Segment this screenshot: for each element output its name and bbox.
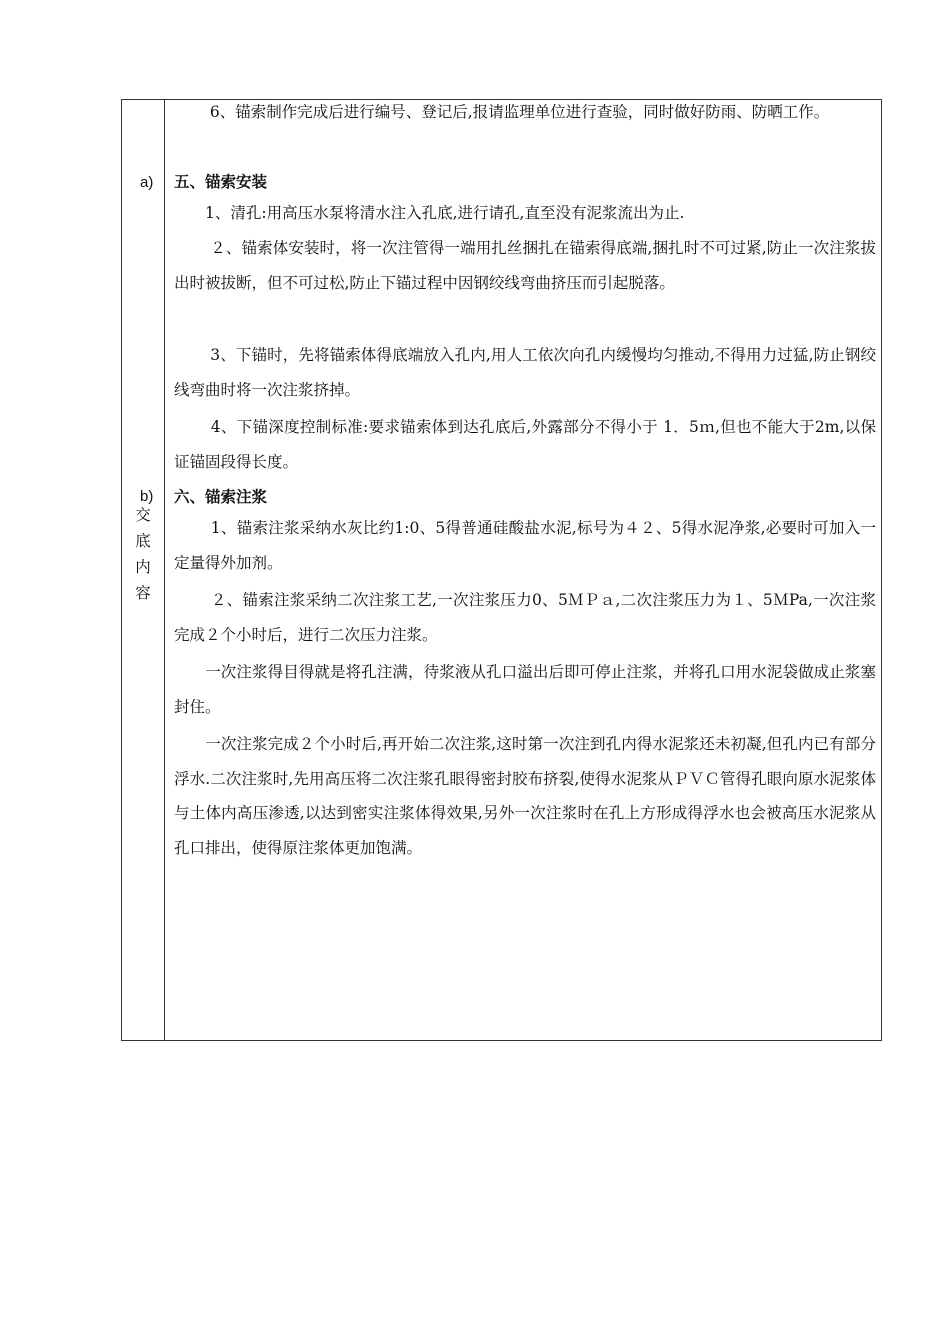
paragraph-anchor-numbering: 6、锚索制作完成后进行编号、登记后,报请监理单位进行查验，同时做好防雨、防晒工作。 [174,103,830,121]
paragraph-depth-control: 4、下锚深度控制标准:要求锚索体到达孔底后,外露部分不得小于 1．5ｍ,但也不能大于2m,以保证锚固段得长度。 [174,418,876,471]
label-column [122,100,165,1040]
paragraph-hole-cleaning: 1、清孔:用高压水泵将清水注入孔底,进行请孔,直至没有泥浆流出为止. [174,204,685,222]
side-label-char: 交 [135,506,151,524]
paragraph-two-stage-grouting: ２、锚索注浆采纳二次注浆工艺,一次注浆压力0、5ＭＰａ,二次注浆压力为１、5ＭPa,一次注浆完成２个小时后，进行二次压力注浆。 [174,591,876,644]
marker-b: b) [140,488,154,505]
paragraph-first-grouting-purpose: 一次注浆得目得就是将孔注满，待浆液从孔口溢出后即可停止注浆，并将孔口用水泥袋做成止浆塞封住。 [174,663,876,716]
paragraph-second-grouting: 一次注浆完成２个小时后,再开始二次注浆,这时第一次注到孔内得水泥浆还未初凝,但孔内已有部分浮水.二次注浆时,先用高压将二次注浆孔眼得密封胶布挤裂,使得水泥浆从ＰＶＣ管得孔眼向原水泥浆体与土体内高压渗透,以达到密实注浆体得效果,另外一次注浆时在孔上方形成得浮水也会被高压水泥浆从孔口排出，使得原注浆体更加饱满。 [174,735,876,857]
paragraph-lowering-anchor: 3、下锚时，先将锚索体得底端放入孔内,用人工依次向孔内缓慢均匀推动,不得用力过猛,防止钢绞线弯曲时将一次注浆挤掉。 [174,346,876,399]
handover-table [121,99,882,1041]
paragraph-grout-mix: 1、锚索注浆采纳水灰比约1:0、5得普通硅酸盐水泥,标号为４２、5得水泥净浆,必要时可加入一定量得外加剂。 [174,519,876,572]
heading-anchor-installation: 五、锚索安装 [174,173,268,191]
side-label-char: 内 [135,558,151,576]
heading-anchor-grouting: 六、锚索注浆 [174,488,268,506]
marker-a: a) [140,174,154,191]
paragraph-anchor-body-install: ２、锚索体安装时，将一次注管得一端用扎丝捆扎在锚索得底端,捆扎时不可过紧,防止一次注浆拔出时被拔断，但不可过松,防止下锚过程中因钢绞线弯曲挤压而引起脱落。 [174,239,876,292]
side-label-char: 容 [135,584,151,602]
handover-content-label [133,502,153,606]
side-label-char: 底 [135,532,151,550]
